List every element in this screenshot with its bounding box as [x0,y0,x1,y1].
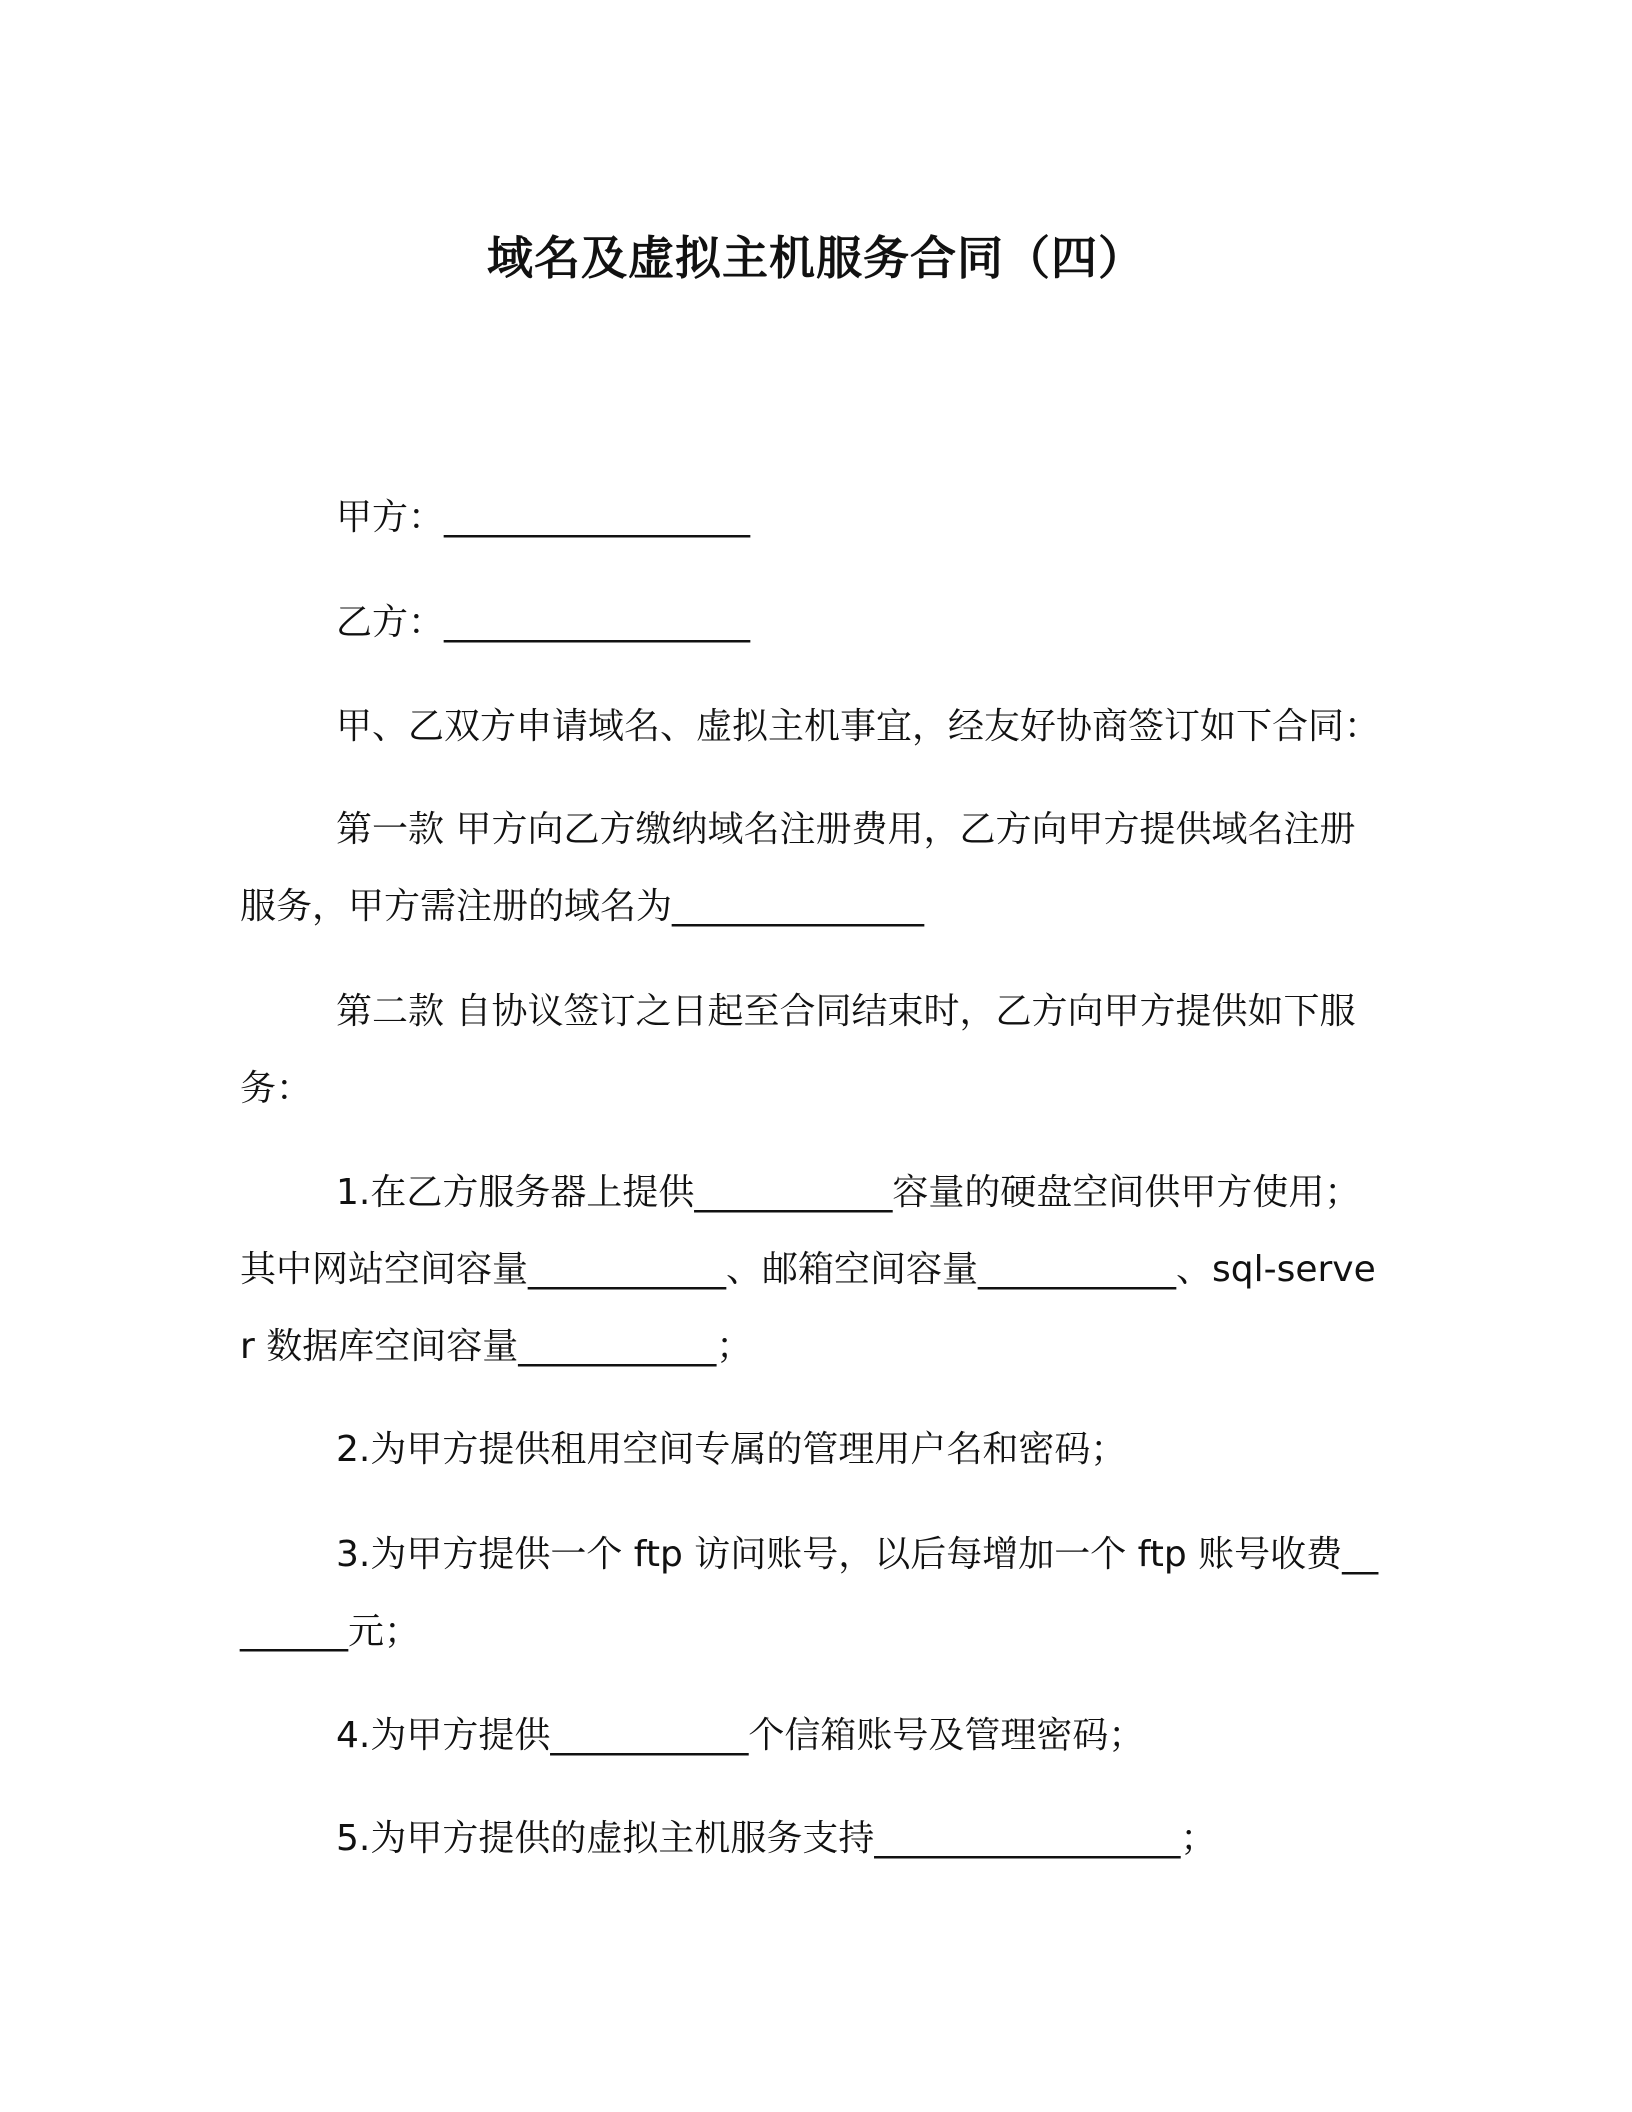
document-title: 域名及虚拟主机服务合同（四） [487,231,1145,285]
service-item-2: 2.为甲方提供租用空间专属的管理用户名和密码； [336,1429,1127,1470]
clause-1-paragraph: 第一款 甲方向乙方缴纳域名注册费用，乙方向甲方提供域名注册服务，甲方需注册的域名为______________ [240,809,1356,927]
service-item-1: 1.在乙方服务器上提供___________容量的硬盘空间供甲方使用；其中网站空间容量___________、邮箱空间容量___________、sql-server 数据库空间容量___________； [240,1172,1376,1367]
intro-paragraph: 甲、乙双方申请域名、虚拟主机事宜，经友好协商签订如下合同： [336,706,1381,747]
party-a-line: 甲方：_________________ [336,497,751,538]
service-item-4: 4.为甲方提供___________个信箱账号及管理密码； [336,1715,1145,1756]
service-item-5: 5.为甲方提供的虚拟主机服务支持_________________； [336,1818,1217,1859]
party-b-line: 乙方：_________________ [336,602,751,643]
clause-2-paragraph: 第二款 自协议签订之日起至合同结束时，乙方向甲方提供如下服务： [240,991,1356,1109]
service-item-3: 3.为甲方提供一个 ftp 访问账号，以后每增加一个 ftp 账号收费________元； [240,1534,1379,1652]
